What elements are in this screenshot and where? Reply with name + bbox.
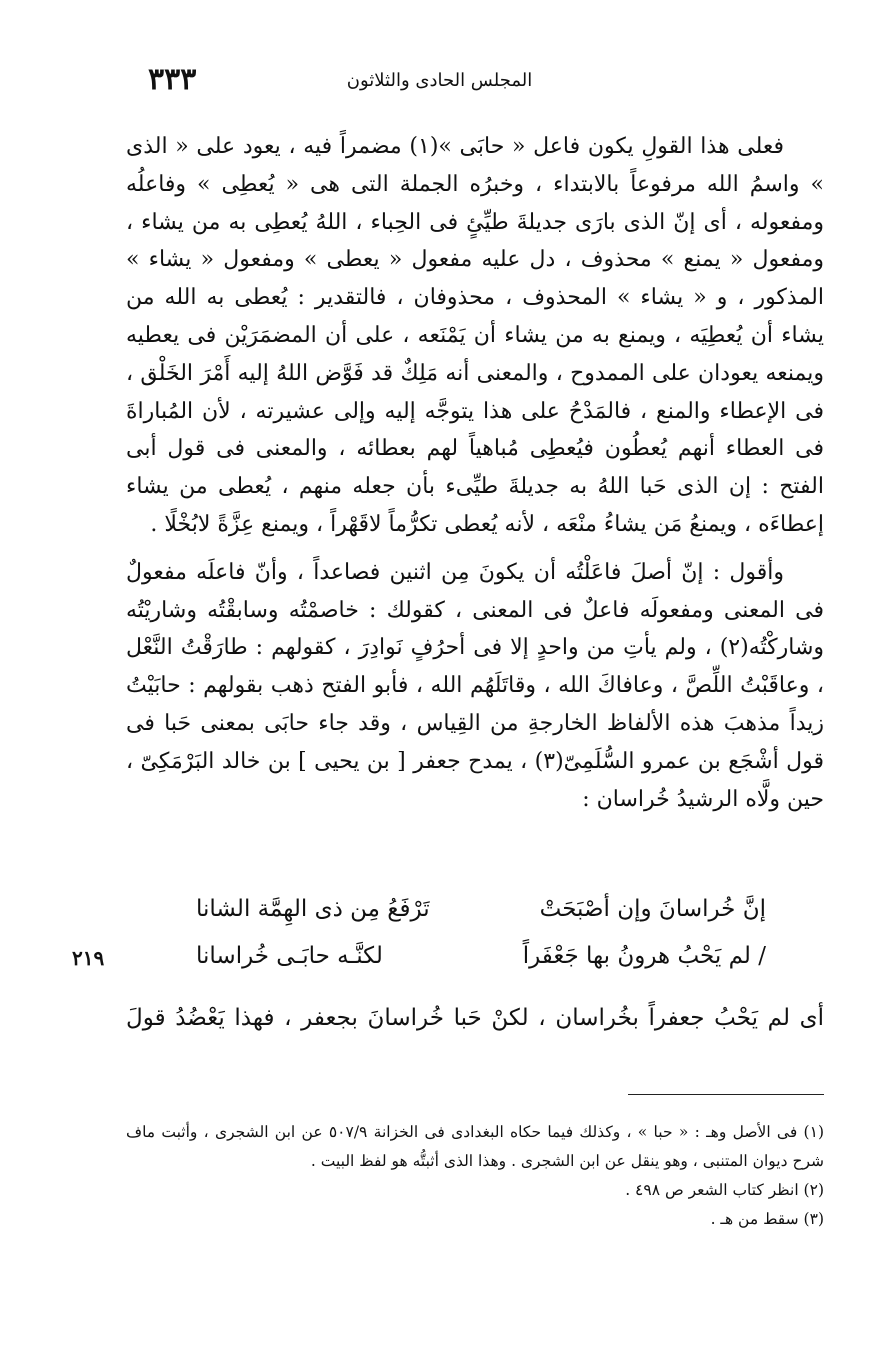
running-header: المجلس الحادى والثلاثون — [346, 70, 533, 91]
footnote-3: (٣) سقط من هـ . — [710, 1210, 824, 1228]
paragraph-2: وأقول : إنّ أصلَ فاعَلْتُه أن يكونَ مِن اثنين فصاعداً ، وأنّ فاعلَه مفعولٌ فى المعنى ومفعولَه فاعلٌ فى المعنى ، كقولك : خاصمْتُه وسابقْتُه وشاريْتُه وشاركْتُه(٢) ، ولم يأتِ من واحدٍ إلا فى أحرُفٍ نَوادِرَ ، كقولهم : طارَقْتُ النَّعْل ، وعاقَبْتُ اللِّصَّ ، وعافاكَ الله ، وقاتَلَهُم الله ، فأبو الفتح ذهب بقولهم : حابَيْتُ زيداً مذهبَ هذه الألفاظ الخارجةِ من القِياس ، وقد جاء حابَى بمعنى حَبا فى قول أشْجَع بن عمرو السُّلَمِىّ(٣) ، يمدح جعفر [ بن يحيى ] بن خالد البَرْمَكِىّ ، حين ولَّاه الرشيدُ خُراسان : — [126, 559, 824, 812]
verse-2-second-hemistich: لكنَّـه حابَـى خُراسانا — [196, 943, 383, 969]
margin-reference-number: ٢١٩ — [72, 946, 105, 970]
footnote-divider — [628, 1094, 824, 1095]
paragraph-1: فعلى هذا القولِ يكون فاعل « حابَى »(١) مضمراً فيه ، يعود على « الذى » واسمُ الله مرفوعاً بالابتداء ، وخبرُه الجملة التى هى « يُعطِى » وفاعلُه ومفعوله ، أى إنّ الذى بارَى جديلةَ طيِّئٍ فى الحِباء ، اللهُ يُعطِى به من يشاء ، ومفعول « يمنع » محذوف ، دل عليه مفعول « يعطى » ومفعول « يشاء » المذكور ، و « يشاء » المحذوف ، محذوفان ، فالتقدير : يُعطى به الله من يشاء أن يُعطِيَه ، ويمنع به من يشاء أن يَمْنَعه ، على أن المضمَرَيْن فى يعطيه ويمنعه يعودان على الممدوح ، والمعنى أنه مَلِكٌ قد فَوَّض اللهُ إليه أَمْرَ الخَلْق ، فى الإعطاء والمنع ، فالمَدْحُ على هذا يتوجَّه إليه وإلى عشيرته ، لأن المُباراةَ فى العطاء أنهم يُعطُون فيُعطِى مُباهياً لهم بعطائه ، والمعنى فى قول أبى الفتح : إن الذى حَبا اللهُ به جديلةَ طيِّىء بأن جعله منهم ، يُعطى من يشاء إعطاءَه ، ويمنعُ مَن يشاءُ منْعَه ، لأنه يُعطى تكرُّماً لاقَهْراً ، ويمنع عِزَّةً لابُخْلًا . — [126, 134, 824, 537]
verse-line-1 — [196, 896, 766, 922]
footnote-2: (٢) انظر كتاب الشعر ص ٤٩٨ . — [625, 1181, 824, 1199]
footnotes — [126, 1118, 824, 1234]
verse-line-2 — [196, 943, 766, 969]
verse-1-first-hemistich: إنَّ خُراسانَ وإن أصْبَحَتْ — [539, 896, 766, 922]
footnote-1: (١) فى الأصل وهـ : « حبا » ، وكذلك فيما حكاه البغدادى فى الخزانة ٥٠٧/٩ عن ابن الشجرى ، وأثبت ماف شرح ديوان المتنبى ، وهو ينقل عن ابن الشجرى . وهذا الذى أثبتُّه هو لفظ البيت . — [126, 1123, 824, 1170]
verse-2-first-hemistich: / لم يَحْبُ هرونُ بها جَعْفَراً — [522, 943, 766, 969]
main-text — [126, 128, 824, 818]
page-number: ٣٣٣ — [148, 62, 197, 97]
verse-1-second-hemistich: تَرْفَعُ مِن ذى الهِمَّة الشانا — [196, 896, 430, 922]
closing-line: أى لم يَحْبُ جعفراً بخُراسان ، لكنْ حَبا خُراسانَ بجعفر ، فهذا يَعْضُدُ قولَ — [126, 1005, 824, 1031]
